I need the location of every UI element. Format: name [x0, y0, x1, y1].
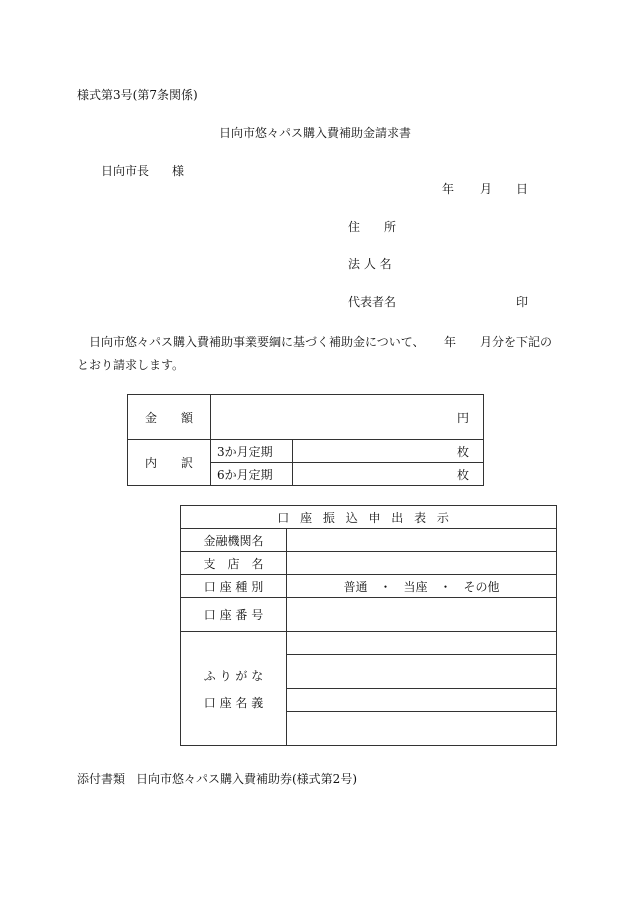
body-line2: とおり請求します。: [77, 358, 185, 372]
breakdown-6month-field[interactable]: [293, 463, 484, 486]
breakdown-3month-unit: 枚: [456, 444, 469, 459]
body-line1-a: 日向市悠々パス購入費補助事業要綱に基づく補助金について、: [89, 335, 425, 349]
bank-transfer-table: [180, 505, 557, 746]
institution-label: 金融機関名: [181, 529, 287, 552]
breakdown-label: 内 訳: [128, 440, 211, 486]
bank-table-header: 口座振込申出表示: [181, 506, 557, 529]
attachments-content: 日向市悠々パス購入費補助券(様式第2号): [136, 772, 357, 786]
address-label: 住 所: [348, 220, 397, 234]
amount-label: 金 額: [128, 395, 211, 440]
furigana-field-2[interactable]: [287, 689, 557, 712]
account-holder-field-2[interactable]: [287, 712, 557, 746]
account-type-options[interactable]: 普通 ・ 当座 ・ その他: [287, 575, 557, 598]
form-number: 様式第3号(第7条関係): [77, 88, 198, 102]
amount-table: [127, 394, 484, 486]
breakdown-3month-field[interactable]: [293, 440, 484, 463]
breakdown-6month-label: 6か月定期: [211, 463, 293, 486]
date-day-label: 日: [516, 182, 529, 196]
amount-field[interactable]: [211, 395, 484, 440]
body-line1-b: 月分を下記の: [480, 335, 553, 349]
document-title: 日向市悠々パス購入費補助金請求書: [219, 126, 412, 140]
account-number-field[interactable]: [287, 598, 557, 632]
account-number-label: 口 座 番 号: [181, 598, 287, 632]
account-type-label: 口 座 種 別: [181, 575, 287, 598]
amount-unit: 円: [456, 410, 469, 425]
account-holder-field-1[interactable]: [287, 655, 557, 689]
attachments-label: 添付書類: [77, 772, 126, 786]
seal-label: 印: [516, 295, 529, 309]
addressee-name: 日向市長: [101, 164, 150, 178]
account-holder-label: 口 座 名 義: [203, 695, 264, 710]
addressee-honorific: 様: [172, 164, 185, 178]
breakdown-3month-label: 3か月定期: [211, 440, 293, 463]
body-line1-year: 年: [444, 335, 457, 349]
branch-field[interactable]: [287, 552, 557, 575]
furigana-label: ふ り が な: [203, 668, 264, 683]
representative-label: 代表者名: [348, 295, 397, 309]
furigana-holder-label: [181, 632, 287, 746]
institution-field[interactable]: [287, 529, 557, 552]
date-year-label: 年: [442, 182, 455, 196]
branch-label: 支 店 名: [181, 552, 287, 575]
date-month-label: 月: [480, 182, 493, 196]
breakdown-6month-unit: 枚: [456, 467, 469, 482]
corp-name-label: 法 人 名: [348, 257, 392, 271]
furigana-field-1[interactable]: [287, 632, 557, 655]
